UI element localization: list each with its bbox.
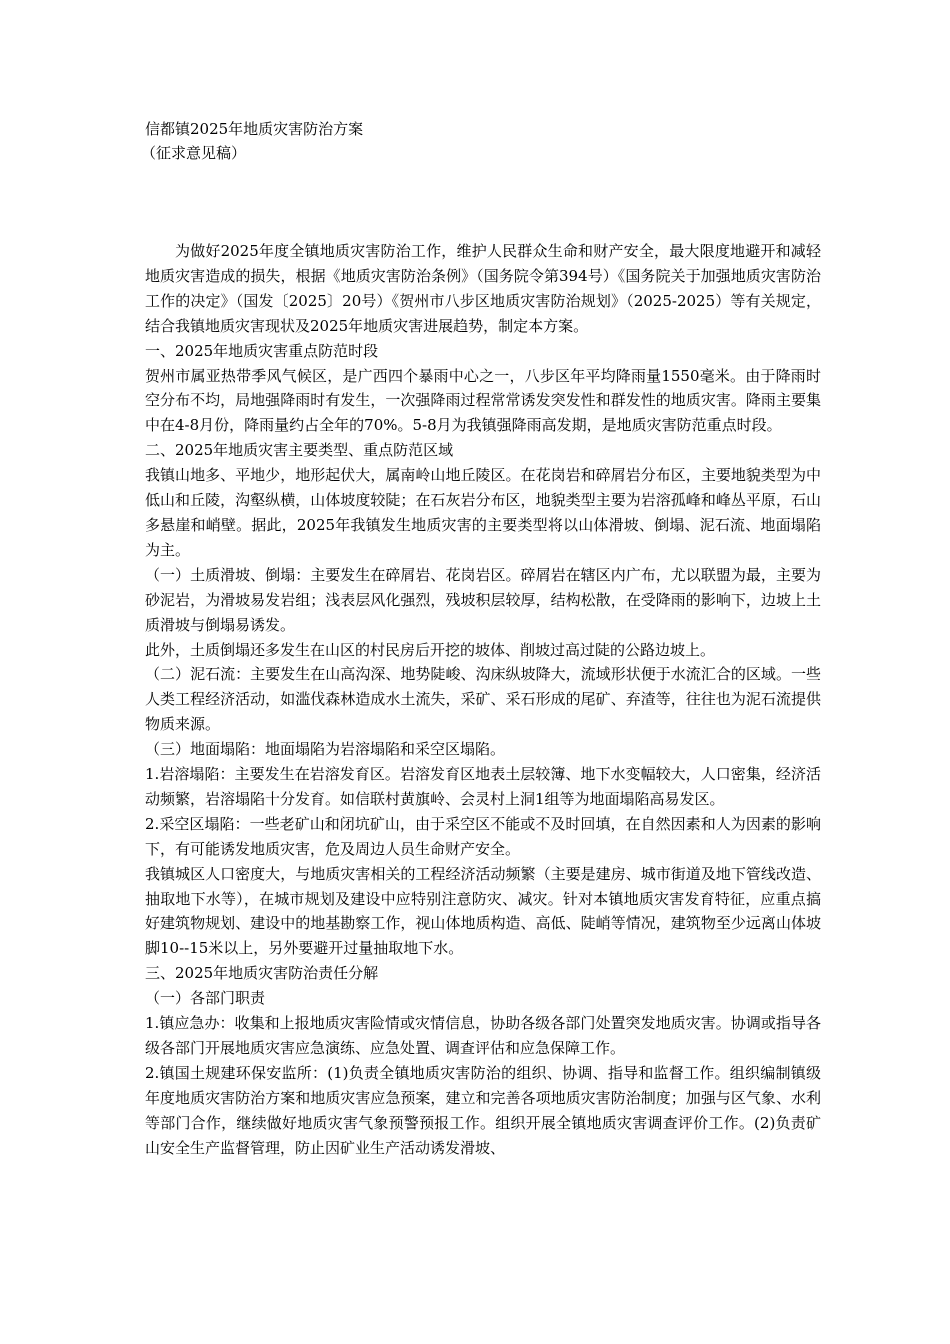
document-body — [145, 239, 821, 1161]
paragraph: 我镇山地多、平地少，地形起伏大，属南岭山地丘陵区。在花岗岩和碎屑岩分布区，主要地貌类型为中低山和丘陵，沟壑纵横，山体坡度较陡；在石灰岩分布区，地貌类型主要为岩溶孤峰和峰丛平原，石山多悬崖和峭壁。据此，2025年我镇发生地质灾害的主要类型将以山体滑坡、倒塌、泥石流、地面塌陷为主。 — [145, 466, 821, 559]
paragraph: （一）土质滑坡、倒塌：主要发生在碎屑岩、花岗岩区。碎屑岩在辖区内广布，尤以联盟为最，主要为砂泥岩，为滑坡易发岩组；浅表层风化强烈，残坡积层较厚，结构松散，在受降雨的影响下，边坡上土质滑坡与倒塌易诱发。 — [145, 565, 821, 634]
document-page — [141, 117, 821, 1161]
paragraph: 1.岩溶塌陷：主要发生在岩溶发育区。岩溶发育区地表土层较簿、地下水变幅较大，人口密集，经济活动频繁，岩溶塌陷十分发育。如信联村黄旗岭、会灵村上洞1组等为地面塌陷高易发区。 — [145, 765, 821, 808]
paragraph: （二）泥石流：主要发生在山高沟深、地势陡峻、沟床纵坡降大，流域形状便于水流汇合的区域。一些人类工程经济活动，如滥伐森林造成水土流失，采矿、采石形成的尾矿、弃渣等，往往也为泥石流提供物质来源。 — [145, 665, 821, 734]
paragraph: 1.镇应急办：收集和上报地质灾害险情或灾情信息，协助各级各部门处置突发地质灾害。协调或指导各级各部门开展地质灾害应急演练、应急处置、调查评估和应急保障工作。 — [145, 1014, 821, 1057]
document-title: 信都镇2025年地质灾害防治方案 — [145, 120, 364, 138]
paragraph: 此外，土质倒塌还多发生在山区的村民房后开挖的坡体、削坡过高过陡的公路边坡上。 — [145, 640, 716, 659]
paragraph: 2.采空区塌陷：一些老矿山和闭坑矿山，由于采空区不能或不及时回填，在自然因素和人为因素的影响下，有可能诱发地质灾害，危及周边人员生命财产安全。 — [145, 814, 821, 858]
paragraph: （三）地面塌陷：地面塌陷为岩溶塌陷和采空区塌陷。 — [145, 740, 506, 759]
intro-paragraph: 为做好2025年度全镇地质灾害防治工作，维护人民群众生命和财产安全，最大限度地避开和减轻地质灾害造成的损失，根据《地质灾害防治条例》（国务院令第394号）《国务院关于加强地质灾害防治工作的决定》（国发〔2025〕20号）《贺州市八步区地质灾害防治规划》（2025-2025）等有关规定，结合我镇地质灾害现状及2025年地质灾害进展趋势，制定本方案。 — [145, 242, 821, 335]
document-subtitle: （征求意见稿） — [141, 144, 247, 162]
section-heading-2: 二、2025年地质灾害主要类型、重点防范区域 — [145, 441, 454, 460]
subsection-heading: （一）各部门职责 — [145, 989, 266, 1008]
paragraph: 贺州市属亚热带季风气候区，是广西四个暴雨中心之一，八步区年平均降雨量1550毫米。由于降雨时空分布不均，局地强降雨时有发生，一次强降雨过程常常诱发突发性和群发性的地质灾害。降雨主要集中在4-8月份，降雨量约占全年的70%。5-8月为我镇强降雨高发期，是地质灾害防范重点时段。 — [145, 366, 821, 435]
section-heading-1: 一、2025年地质灾害重点防范时段 — [145, 341, 379, 360]
section-heading-3: 三、2025年地质灾害防治责任分解 — [145, 964, 379, 983]
paragraph: 我镇城区人口密度大，与地质灾害相关的工程经济活动频繁（主要是建房、城市街道及地下管线改造、抽取地下水等），在城市规划及建设中应特别注意防灾、减灾。针对本镇地质灾害发育特征，应重点搞好建筑物规划、建设中的地基勘察工作，视山体地质构造、高低、陡峭等情况，建筑物至少远离山体坡脚10--15米以上，另外要避开过量抽取地下水。 — [145, 864, 821, 958]
paragraph: 2.镇国土规建环保安监所：(1)负责全镇地质灾害防治的组织、协调、指导和监督工作。组织编制镇级年度地质灾害防治方案和地质灾害应急预案，建立和完善各项地质灾害防治制度；加强与区气象、水利等部门合作，继续做好地质灾害气象预警预报工作。组织开展全镇地质灾害调查评价工作。(2)负责矿山安全生产监督管理，防止因矿业生产活动诱发滑坡、 — [145, 1063, 821, 1157]
